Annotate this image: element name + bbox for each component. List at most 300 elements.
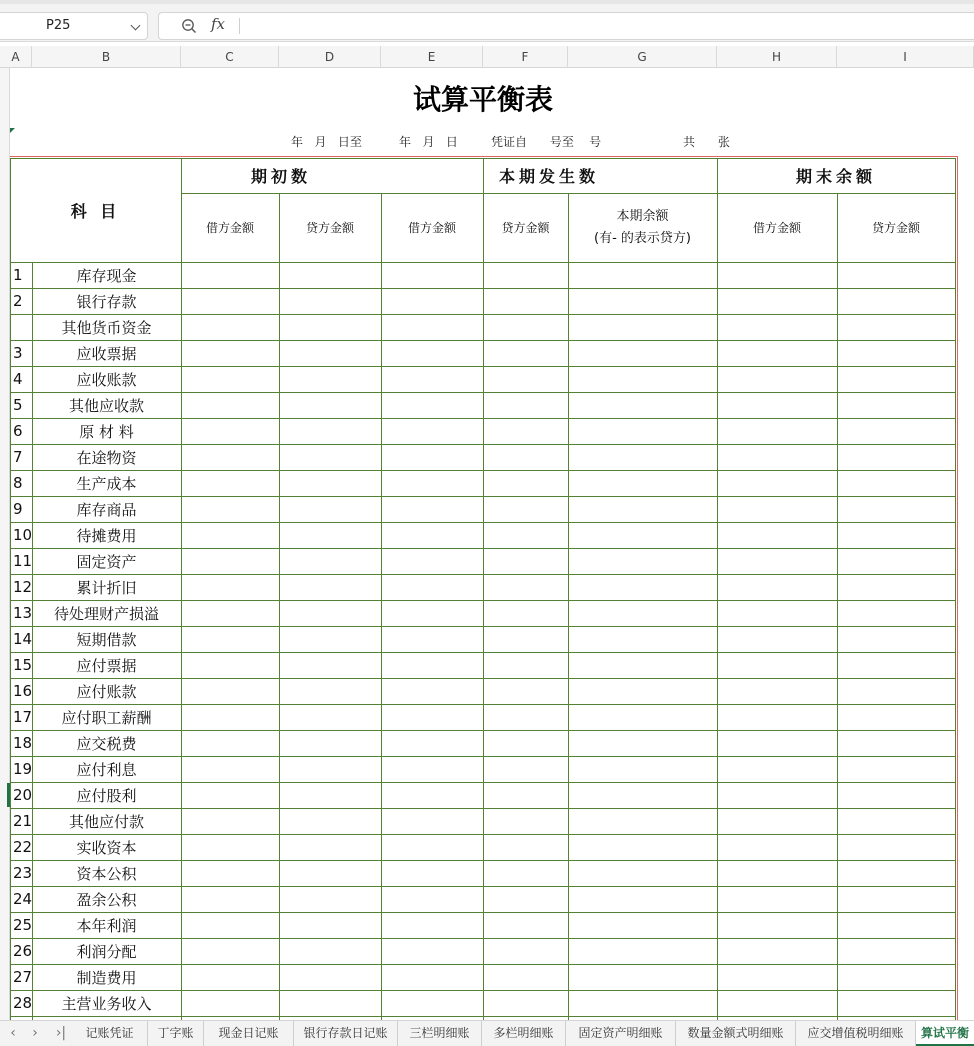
- amount-cell[interactable]: [381, 938, 483, 964]
- opening-debit-header: 借方金额: [205, 221, 254, 235]
- amount-cell[interactable]: [717, 756, 837, 782]
- amount-cell[interactable]: [181, 704, 279, 730]
- amount-cell[interactable]: [568, 366, 717, 392]
- row-number: 12: [13, 578, 33, 596]
- amount-cell[interactable]: [717, 366, 837, 392]
- row-number: 24: [13, 890, 33, 908]
- amount-cell[interactable]: [279, 626, 381, 652]
- amount-cell[interactable]: [837, 678, 955, 704]
- amount-cell[interactable]: [279, 704, 381, 730]
- amount-cell[interactable]: [568, 314, 717, 340]
- amount-cell[interactable]: [181, 314, 279, 340]
- row-number: 18: [13, 734, 33, 752]
- amount-cell[interactable]: [381, 574, 483, 600]
- amount-cell[interactable]: [568, 886, 717, 912]
- amount-cell[interactable]: [568, 834, 717, 860]
- print-area-right-border: [957, 156, 958, 1020]
- amount-cell[interactable]: [381, 782, 483, 808]
- amount-cell[interactable]: [717, 262, 837, 288]
- account-name: 盈余公积: [76, 890, 137, 909]
- closing-balance-header: 期末余额: [795, 167, 876, 186]
- amount-cell[interactable]: [279, 366, 381, 392]
- amount-cell[interactable]: [717, 912, 837, 938]
- account-name: 其他货币资金: [61, 318, 152, 337]
- amount-cell[interactable]: [483, 704, 568, 730]
- amount-cell[interactable]: [279, 782, 381, 808]
- cell-comment-marker: [10, 128, 15, 133]
- amount-cell[interactable]: [837, 522, 955, 548]
- sheet-tab[interactable]: 多栏明细账: [482, 1021, 566, 1046]
- account-name: 待处理财产损溢: [53, 604, 159, 623]
- row-number: 11: [13, 552, 33, 570]
- sheet-tab[interactable]: 固定资产明细账: [566, 1021, 676, 1046]
- amount-cell[interactable]: [837, 704, 955, 730]
- current-debit-header: 借方金额: [407, 221, 456, 235]
- amount-cell[interactable]: [381, 652, 483, 678]
- amount-cell[interactable]: [837, 470, 955, 496]
- row-number: 22: [13, 838, 33, 856]
- amount-cell[interactable]: [483, 522, 568, 548]
- amount-cell[interactable]: [181, 678, 279, 704]
- amount-cell[interactable]: [483, 288, 568, 314]
- amount-cell[interactable]: [181, 938, 279, 964]
- account-name: 制造费用: [76, 968, 137, 987]
- amount-cell[interactable]: [381, 314, 483, 340]
- amount-cell[interactable]: [181, 262, 279, 288]
- amount-cell[interactable]: [837, 860, 955, 886]
- account-name: 待摊费用: [76, 526, 137, 545]
- amount-cell[interactable]: [279, 340, 381, 366]
- amount-cell[interactable]: [279, 678, 381, 704]
- amount-cell[interactable]: [181, 600, 279, 626]
- amount-cell[interactable]: [279, 912, 381, 938]
- amount-cell[interactable]: [568, 730, 717, 756]
- amount-cell[interactable]: [181, 522, 279, 548]
- amount-cell[interactable]: [568, 262, 717, 288]
- amount-cell[interactable]: [381, 288, 483, 314]
- amount-cell[interactable]: [483, 652, 568, 678]
- period-balance-label: 本期余额: [616, 208, 669, 224]
- amount-cell[interactable]: [837, 366, 955, 392]
- amount-cell[interactable]: [483, 262, 568, 288]
- row-number: 10: [13, 526, 33, 544]
- amount-cell[interactable]: [483, 990, 568, 1016]
- amount-cell[interactable]: [837, 964, 955, 990]
- period-balance-header: [568, 193, 717, 262]
- amount-cell[interactable]: [837, 834, 955, 860]
- amount-cell[interactable]: [717, 288, 837, 314]
- amount-cell[interactable]: [717, 496, 837, 522]
- amount-cell[interactable]: [181, 366, 279, 392]
- amount-cell[interactable]: [181, 548, 279, 574]
- amount-cell[interactable]: [837, 444, 955, 470]
- amount-cell[interactable]: [279, 964, 381, 990]
- tab-prev-icon[interactable]: ‹: [10, 1025, 16, 1041]
- amount-cell[interactable]: [381, 496, 483, 522]
- amount-cell[interactable]: [381, 522, 483, 548]
- account-name: 库存商品: [76, 500, 137, 519]
- amount-cell[interactable]: [837, 392, 955, 418]
- amount-cell[interactable]: [717, 314, 837, 340]
- column-header-b[interactable]: B: [32, 46, 181, 68]
- amount-cell[interactable]: [717, 886, 837, 912]
- account-name: 主营业务收入: [61, 994, 152, 1013]
- amount-cell[interactable]: [717, 392, 837, 418]
- amount-cell[interactable]: [837, 548, 955, 574]
- row-number: 19: [13, 760, 33, 778]
- amount-cell[interactable]: [381, 470, 483, 496]
- amount-cell[interactable]: [717, 782, 837, 808]
- column-header-h[interactable]: H: [717, 46, 837, 68]
- voucher-count-label: 共 张: [683, 135, 730, 149]
- formula-input[interactable]: [158, 12, 974, 40]
- sheet-title: 试算平衡表: [412, 83, 553, 116]
- amount-cell[interactable]: [717, 548, 837, 574]
- amount-cell[interactable]: [381, 704, 483, 730]
- tab-last-icon[interactable]: ›|: [55, 1025, 67, 1041]
- account-name: 资本公积: [76, 864, 137, 883]
- amount-cell[interactable]: [279, 418, 381, 444]
- account-name: 实收资本: [76, 838, 137, 857]
- amount-cell[interactable]: [717, 600, 837, 626]
- closing-credit-header: 贷方金额: [871, 221, 920, 235]
- column-header-e[interactable]: E: [381, 46, 483, 68]
- row-number: 13: [13, 604, 33, 622]
- date-to-label: 年 月 日: [399, 135, 458, 149]
- amount-cell[interactable]: [279, 938, 381, 964]
- row-number: 16: [13, 682, 33, 700]
- amount-cell[interactable]: [568, 626, 717, 652]
- amount-cell[interactable]: [568, 548, 717, 574]
- amount-cell[interactable]: [483, 496, 568, 522]
- row-number: 14: [13, 630, 33, 648]
- amount-cell[interactable]: [181, 860, 279, 886]
- amount-cell[interactable]: [717, 860, 837, 886]
- sheet-tab[interactable]: 数量金额式明细账: [676, 1021, 796, 1046]
- amount-cell[interactable]: [837, 262, 955, 288]
- amount-cell[interactable]: [181, 756, 279, 782]
- opening-balance-header: 期初数: [250, 167, 311, 186]
- amount-cell[interactable]: [181, 964, 279, 990]
- amount-cell[interactable]: [279, 756, 381, 782]
- amount-cell[interactable]: [381, 392, 483, 418]
- amount-cell[interactable]: [279, 730, 381, 756]
- amount-cell[interactable]: [568, 756, 717, 782]
- amount-cell[interactable]: [181, 392, 279, 418]
- amount-cell[interactable]: [483, 548, 568, 574]
- amount-cell[interactable]: [181, 990, 279, 1016]
- amount-cell[interactable]: [483, 340, 568, 366]
- amount-cell[interactable]: [381, 548, 483, 574]
- amount-cell[interactable]: [181, 418, 279, 444]
- cell-reference: P25: [46, 18, 71, 33]
- amount-cell[interactable]: [381, 886, 483, 912]
- amount-cell[interactable]: [837, 990, 955, 1016]
- amount-cell[interactable]: [483, 808, 568, 834]
- amount-cell[interactable]: [181, 470, 279, 496]
- account-name: 应付票据: [76, 656, 137, 675]
- amount-cell[interactable]: [381, 808, 483, 834]
- amount-cell[interactable]: [279, 470, 381, 496]
- amount-cell[interactable]: [279, 314, 381, 340]
- amount-cell[interactable]: [717, 730, 837, 756]
- amount-cell[interactable]: [483, 574, 568, 600]
- amount-cell[interactable]: [837, 340, 955, 366]
- formula-divider: [239, 18, 240, 34]
- amount-cell[interactable]: [181, 782, 279, 808]
- row-number: 3: [13, 344, 23, 362]
- amount-cell[interactable]: [381, 626, 483, 652]
- amount-cell[interactable]: [717, 834, 837, 860]
- amount-cell[interactable]: [717, 444, 837, 470]
- period-balance-note: (有- 的表示贷方): [594, 230, 691, 246]
- amount-cell[interactable]: [279, 262, 381, 288]
- account-name: 其他应付款: [68, 812, 144, 831]
- amount-cell[interactable]: [181, 808, 279, 834]
- amount-cell[interactable]: [483, 860, 568, 886]
- amount-cell[interactable]: [483, 314, 568, 340]
- amount-cell[interactable]: [568, 444, 717, 470]
- row-number: 7: [13, 448, 23, 466]
- amount-cell[interactable]: [483, 678, 568, 704]
- amount-cell[interactable]: [483, 730, 568, 756]
- amount-cell[interactable]: [837, 730, 955, 756]
- row-number: 20: [13, 786, 33, 804]
- amount-cell[interactable]: [717, 626, 837, 652]
- account-name: 银行存款: [76, 292, 137, 311]
- row-number: 17: [13, 708, 33, 726]
- amount-cell[interactable]: [483, 886, 568, 912]
- amount-cell[interactable]: [483, 756, 568, 782]
- amount-cell[interactable]: [483, 418, 568, 444]
- amount-cell[interactable]: [837, 808, 955, 834]
- amount-cell[interactable]: [381, 990, 483, 1016]
- amount-cell[interactable]: [381, 756, 483, 782]
- row-number: 15: [13, 656, 33, 674]
- amount-cell[interactable]: [837, 912, 955, 938]
- row-number: 26: [13, 942, 33, 960]
- sheet-tab[interactable]: 记账凭证: [72, 1021, 148, 1046]
- amount-cell[interactable]: [181, 652, 279, 678]
- account-name: 固定资产: [76, 552, 137, 571]
- amount-cell[interactable]: [381, 678, 483, 704]
- amount-cell[interactable]: [181, 912, 279, 938]
- column-header-g[interactable]: G: [568, 46, 717, 68]
- row-number: 28: [13, 994, 33, 1012]
- amount-cell[interactable]: [279, 392, 381, 418]
- amount-cell[interactable]: [717, 990, 837, 1016]
- amount-cell[interactable]: [568, 340, 717, 366]
- amount-cell[interactable]: [381, 600, 483, 626]
- amount-cell[interactable]: [717, 938, 837, 964]
- account-name: 本年利润: [76, 916, 137, 935]
- grid-line: [955, 158, 956, 1028]
- amount-cell[interactable]: [717, 574, 837, 600]
- amount-cell[interactable]: [279, 834, 381, 860]
- column-header-c[interactable]: C: [181, 46, 279, 68]
- amount-cell[interactable]: [279, 860, 381, 886]
- amount-cell[interactable]: [717, 418, 837, 444]
- amount-cell[interactable]: [181, 340, 279, 366]
- amount-cell[interactable]: [837, 574, 955, 600]
- amount-cell[interactable]: [568, 470, 717, 496]
- row-number: 5: [13, 396, 23, 414]
- amount-cell[interactable]: [381, 262, 483, 288]
- amount-cell[interactable]: [483, 782, 568, 808]
- amount-cell[interactable]: [279, 496, 381, 522]
- row-number: 1: [13, 266, 23, 284]
- amount-cell[interactable]: [181, 834, 279, 860]
- row-header-margin: [0, 68, 10, 1020]
- account-name: 在途物资: [76, 448, 137, 467]
- column-header-f[interactable]: F: [483, 46, 568, 68]
- voucher-range-label: 凭证自 号至 号: [491, 135, 602, 149]
- amount-cell[interactable]: [279, 600, 381, 626]
- amount-cell[interactable]: [568, 964, 717, 990]
- amount-cell[interactable]: [381, 444, 483, 470]
- amount-cell[interactable]: [381, 340, 483, 366]
- row-number: [10, 314, 32, 340]
- amount-cell[interactable]: [568, 912, 717, 938]
- amount-cell[interactable]: [837, 418, 955, 444]
- amount-cell[interactable]: [381, 912, 483, 938]
- amount-cell[interactable]: [279, 886, 381, 912]
- amount-cell[interactable]: [381, 730, 483, 756]
- amount-cell[interactable]: [279, 652, 381, 678]
- amount-cell[interactable]: [837, 652, 955, 678]
- amount-cell[interactable]: [483, 444, 568, 470]
- account-name: 短期借款: [76, 630, 137, 649]
- amount-cell[interactable]: [717, 704, 837, 730]
- amount-cell[interactable]: [279, 990, 381, 1016]
- amount-cell[interactable]: [568, 418, 717, 444]
- amount-cell[interactable]: [483, 392, 568, 418]
- amount-cell[interactable]: [568, 808, 717, 834]
- tab-next-icon[interactable]: ›: [32, 1025, 38, 1041]
- amount-cell[interactable]: [181, 496, 279, 522]
- amount-cell[interactable]: [568, 288, 717, 314]
- amount-cell[interactable]: [837, 314, 955, 340]
- amount-cell[interactable]: [381, 834, 483, 860]
- amount-cell[interactable]: [279, 548, 381, 574]
- subject-header: 科 目: [70, 201, 121, 221]
- amount-cell[interactable]: [568, 990, 717, 1016]
- amount-cell[interactable]: [837, 600, 955, 626]
- amount-cell[interactable]: [568, 652, 717, 678]
- row-number: 21: [13, 812, 33, 830]
- amount-cell[interactable]: [837, 288, 955, 314]
- amount-cell[interactable]: [483, 912, 568, 938]
- amount-cell[interactable]: [279, 288, 381, 314]
- amount-cell[interactable]: [837, 782, 955, 808]
- column-header-a[interactable]: A: [0, 46, 32, 68]
- amount-cell[interactable]: [568, 938, 717, 964]
- amount-cell[interactable]: [568, 574, 717, 600]
- account-name: 应付利息: [76, 760, 137, 779]
- column-header-d[interactable]: D: [279, 46, 381, 68]
- sheet-tab[interactable]: 应交增值税明细账: [796, 1021, 916, 1046]
- amount-cell[interactable]: [717, 808, 837, 834]
- amount-cell[interactable]: [181, 730, 279, 756]
- amount-cell[interactable]: [568, 600, 717, 626]
- amount-cell[interactable]: [568, 496, 717, 522]
- function-icon[interactable]: fx: [211, 15, 226, 33]
- sheet-tab[interactable]: 算试平衡: [916, 1021, 974, 1046]
- zoom-out-icon[interactable]: [181, 18, 197, 34]
- amount-cell[interactable]: [717, 678, 837, 704]
- sheet-tab[interactable]: 银行存款日记账: [294, 1021, 398, 1046]
- row-number: 9: [13, 500, 23, 518]
- amount-cell[interactable]: [381, 418, 483, 444]
- amount-cell[interactable]: [483, 470, 568, 496]
- amount-cell[interactable]: [279, 522, 381, 548]
- chevron-down-icon[interactable]: [131, 21, 141, 31]
- amount-cell[interactable]: [381, 964, 483, 990]
- amount-cell[interactable]: [568, 782, 717, 808]
- amount-cell[interactable]: [568, 704, 717, 730]
- amount-cell[interactable]: [483, 834, 568, 860]
- amount-cell[interactable]: [181, 444, 279, 470]
- column-header-bar: [0, 46, 974, 68]
- name-box[interactable]: [0, 12, 148, 40]
- amount-cell[interactable]: [483, 938, 568, 964]
- amount-cell[interactable]: [279, 808, 381, 834]
- amount-cell[interactable]: [837, 496, 955, 522]
- amount-cell[interactable]: [483, 600, 568, 626]
- sheet-tab[interactable]: 丁字账: [148, 1021, 204, 1046]
- current-period-header: 本期发生数: [498, 167, 599, 186]
- formula-bar: [0, 0, 974, 42]
- amount-cell[interactable]: [568, 522, 717, 548]
- amount-cell[interactable]: [381, 860, 483, 886]
- account-name: 应付账款: [76, 682, 137, 701]
- amount-cell[interactable]: [837, 938, 955, 964]
- amount-cell[interactable]: [181, 574, 279, 600]
- column-header-i[interactable]: I: [837, 46, 974, 68]
- row-number: 2: [13, 292, 23, 310]
- sheet-tab[interactable]: 三栏明细账: [398, 1021, 482, 1046]
- amount-cell[interactable]: [483, 964, 568, 990]
- account-name: 应交税费: [76, 734, 137, 753]
- amount-cell[interactable]: [483, 366, 568, 392]
- sheet-tab[interactable]: 现金日记账: [204, 1021, 294, 1046]
- sheet-tab-bar: [0, 1020, 974, 1046]
- amount-cell[interactable]: [181, 886, 279, 912]
- account-name: 应付股利: [76, 786, 137, 805]
- amount-cell[interactable]: [568, 678, 717, 704]
- amount-cell[interactable]: [181, 288, 279, 314]
- row-number: 6: [13, 422, 23, 440]
- amount-cell[interactable]: [381, 366, 483, 392]
- amount-cell[interactable]: [717, 964, 837, 990]
- account-name: 应收票据: [76, 344, 137, 363]
- amount-cell[interactable]: [837, 886, 955, 912]
- amount-cell[interactable]: [717, 340, 837, 366]
- amount-cell[interactable]: [837, 626, 955, 652]
- amount-cell[interactable]: [837, 756, 955, 782]
- print-area-top-border: [10, 156, 958, 157]
- amount-cell[interactable]: [279, 574, 381, 600]
- amount-cell[interactable]: [717, 652, 837, 678]
- amount-cell[interactable]: [568, 860, 717, 886]
- amount-cell[interactable]: [483, 626, 568, 652]
- account-name: 应付职工薪酬: [61, 708, 152, 727]
- amount-cell[interactable]: [717, 470, 837, 496]
- amount-cell[interactable]: [181, 626, 279, 652]
- amount-cell[interactable]: [568, 392, 717, 418]
- amount-cell[interactable]: [279, 444, 381, 470]
- amount-cell[interactable]: [717, 522, 837, 548]
